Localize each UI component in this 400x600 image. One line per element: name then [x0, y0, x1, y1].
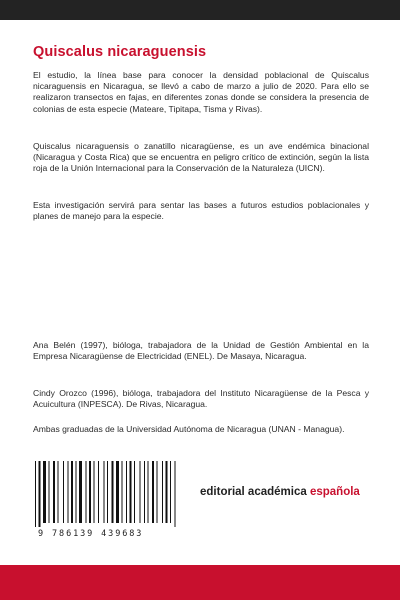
synopsis-paragraph-3: Esta investigación servirá para sentar las bases a futuros estudios poblacionales y planes de manejo para la especie. [33, 200, 369, 222]
synopsis-paragraph-2: Quiscalus nicaraguensis o zanatillo nicaragüense, es un ave endémica binacional (Nicaragua y Costa Rica) que se encuentra en peligro crítico de extinción, según la lista roja de la Unión Internacional para la Conservación de la Naturaleza (UICN). [33, 141, 369, 174]
barcode-bar [170, 461, 171, 523]
barcode-bar [112, 461, 114, 523]
author-bio-1: Ana Belén (1997), bióloga, trabajadora de la Unidad de Gestión Ambiental en la Empresa Nicaragüense de Electricidad (ENEL). De Masaya, Nicaragua. [33, 340, 369, 362]
barcode-bar [79, 461, 82, 523]
barcode-bar [175, 461, 176, 527]
barcode-bar [144, 461, 145, 523]
book-title: Quiscalus nicaraguensis [33, 44, 207, 60]
publisher-name-accent: española [309, 486, 360, 498]
barcode-bar [140, 461, 141, 523]
barcode-bar [166, 461, 168, 523]
barcode-bar [86, 461, 87, 523]
barcode-bar [58, 461, 59, 523]
barcode-bar [39, 461, 41, 527]
barcode-bar [122, 461, 123, 523]
barcode-bar [98, 461, 99, 523]
author-bio-3: Ambas graduadas de la Universidad Autónoma de Nicaragua (UNAN - Managua). [33, 424, 345, 434]
publisher-name: editorial académica [200, 486, 307, 498]
barcode-bar [157, 461, 158, 523]
barcode-bar [76, 461, 77, 523]
barcode-bar [71, 461, 73, 523]
barcode-bar [35, 461, 36, 527]
barcode-bar [43, 461, 46, 523]
barcode-bar [104, 461, 105, 523]
author-bio-2: Cindy Orozco (1996), bióloga, trabajadora del Instituto Nicaragüense de la Pesca y Acuicultura (INPESCA). De Rivas, Nicaragua. [33, 388, 369, 410]
barcode-bar [107, 461, 108, 523]
barcode-bar [49, 461, 50, 523]
barcode-bar [126, 461, 127, 523]
barcode-bar [162, 461, 163, 523]
barcode-bar [116, 461, 119, 523]
barcode-bar [63, 461, 64, 523]
barcode-bar [152, 461, 154, 523]
barcode-bar [53, 461, 55, 523]
top-dark-band [0, 0, 400, 20]
bottom-red-band [0, 565, 400, 600]
synopsis-paragraph-1: El estudio, la línea base para conocer la densidad poblacional de Quiscalus nicaraguensis en Nicaragua, se llevó a cabo de marzo a julio de 2020. Para ello se realizaron transectos en fajas, en diferentes zonas donde se considera la presencia de colonias de esta especie (Mateare, Tipitapa, Tisma y Rivas). [33, 70, 369, 114]
barcode-bar [68, 461, 69, 523]
isbn-digits: 9 786139 439683 [38, 529, 144, 539]
barcode-bar [130, 461, 132, 523]
barcode-bar [134, 461, 135, 523]
barcode-bar [148, 461, 149, 523]
barcode-bars [31, 461, 189, 527]
publisher-logo-text [200, 486, 360, 498]
barcode-bar [89, 461, 91, 523]
barcode-bar [94, 461, 95, 523]
